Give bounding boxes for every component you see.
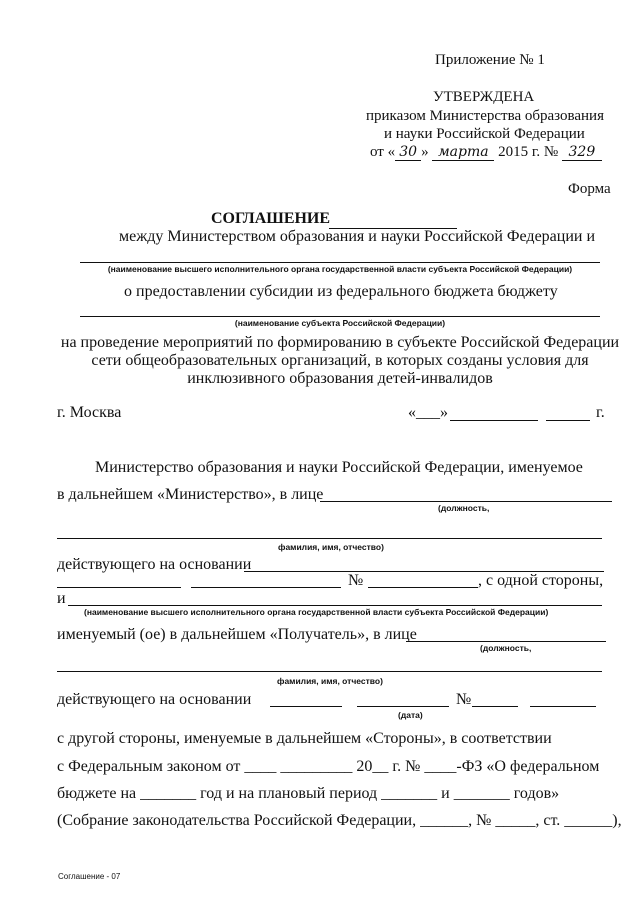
purpose-line2: сети общеобразовательных организаций, в которых созданы условия для xyxy=(91,352,589,369)
subject-blank xyxy=(80,316,600,317)
caption-exec-body-2: (наименование высшего исполнительного органа государственной власти субъекта Российской Федерации) xyxy=(84,607,549,617)
agreement-title xyxy=(211,210,330,228)
city-label: г. Москва xyxy=(57,404,122,421)
caption-fio-2: фамилия, имя, отчество) xyxy=(277,676,383,686)
basis-blank-2b xyxy=(191,587,341,588)
footer-label: Соглашение - 07 xyxy=(58,872,121,881)
date-prefix: от « xyxy=(370,144,396,160)
purpose-line1: на проведение мероприятий по формированию в субъекте Российской Федерации xyxy=(60,334,620,351)
date-blank-2 xyxy=(357,706,449,707)
basis-blank-2a xyxy=(57,587,181,588)
fio-blank-2 xyxy=(57,671,602,672)
date-day-handwritten: 30 xyxy=(395,144,421,161)
body-line-federal-law: с Федеральным законом от ____ _________ 20__ г. № ____-ФЗ «О федеральном xyxy=(57,758,600,775)
number-sign-1: № xyxy=(348,572,364,589)
one-side-label: , с одной стороны, xyxy=(478,572,604,589)
caption-subject: (наименование субъекта Российской Федерации) xyxy=(234,318,446,328)
position-blank-1 xyxy=(320,501,612,502)
body-line-other-side: с другой стороны, именуемые в дальнейшем «Стороны», в соответствии xyxy=(57,730,552,747)
p1-line1: Министерство образования и науки Российской Федерации, именуемое xyxy=(95,459,583,476)
date-month-blank xyxy=(450,420,538,421)
date-quotes: «___» xyxy=(408,404,448,421)
number-blank-2b xyxy=(530,706,596,707)
number-blank-1 xyxy=(368,587,478,588)
number-sign-2: № xyxy=(456,691,472,708)
basis-blank-3 xyxy=(270,706,342,707)
form-label: Форма xyxy=(568,181,611,197)
body-line-collection: (Собрание законодательства Российской Федерации, ______, № _____, ст. ______), xyxy=(57,812,622,829)
number-blank-2a xyxy=(472,706,518,707)
acting-basis-1: действующего на основании xyxy=(57,556,252,573)
exec-body-blank-2 xyxy=(68,605,602,606)
caption-position-1: (должность, xyxy=(438,503,490,513)
date-year-blank xyxy=(546,420,590,421)
caption-date: (дата) xyxy=(398,710,423,720)
agreement-title-text: СОГЛАШЕНИЕ xyxy=(211,210,331,227)
date-month-handwritten: марта xyxy=(432,144,494,161)
acting-basis-2: действующего на основании xyxy=(57,691,252,708)
order-date-line xyxy=(370,144,602,161)
order-line2: и науки Российской Федерации xyxy=(384,126,585,142)
exec-body-blank xyxy=(80,262,600,263)
year-suffix: г. xyxy=(596,404,605,421)
caption-fio-1: фамилия, имя, отчество) xyxy=(278,542,384,552)
p1-line2: в дальнейшем «Министерство», в лице xyxy=(57,486,324,503)
body-line-budget: бюджете на _______ год и на плановый период _______ и _______ годов» xyxy=(57,785,560,802)
caption-exec-body: (наименование высшего исполнительного органа государственной власти субъекта Российской Федерации) xyxy=(107,264,573,274)
appendix-label: Приложение № 1 xyxy=(435,52,545,68)
purpose-line3: инклюзивного образования детей-инвалидов xyxy=(187,370,493,387)
fio-blank-1 xyxy=(57,538,602,539)
date-mid: » xyxy=(421,144,429,160)
order-number-handwritten: 329 xyxy=(562,144,602,161)
approved-label: УТВЕРЖДЕНА xyxy=(433,89,535,105)
order-line1: приказом Министерства образования xyxy=(366,108,604,124)
position-blank-2 xyxy=(406,641,606,642)
date-year: 2015 г. № xyxy=(498,144,559,160)
caption-position-2: (должность, xyxy=(480,643,532,653)
between-line: между Министерством образования и науки Российской Федерации и xyxy=(119,228,596,245)
named-receiver: именуемый (ое) в дальнейшем «Получатель», в лице xyxy=(57,626,417,643)
and-label: и xyxy=(57,590,66,607)
subsidy-line: о предоставлении субсидии из федерального бюджета бюджету xyxy=(124,283,558,300)
